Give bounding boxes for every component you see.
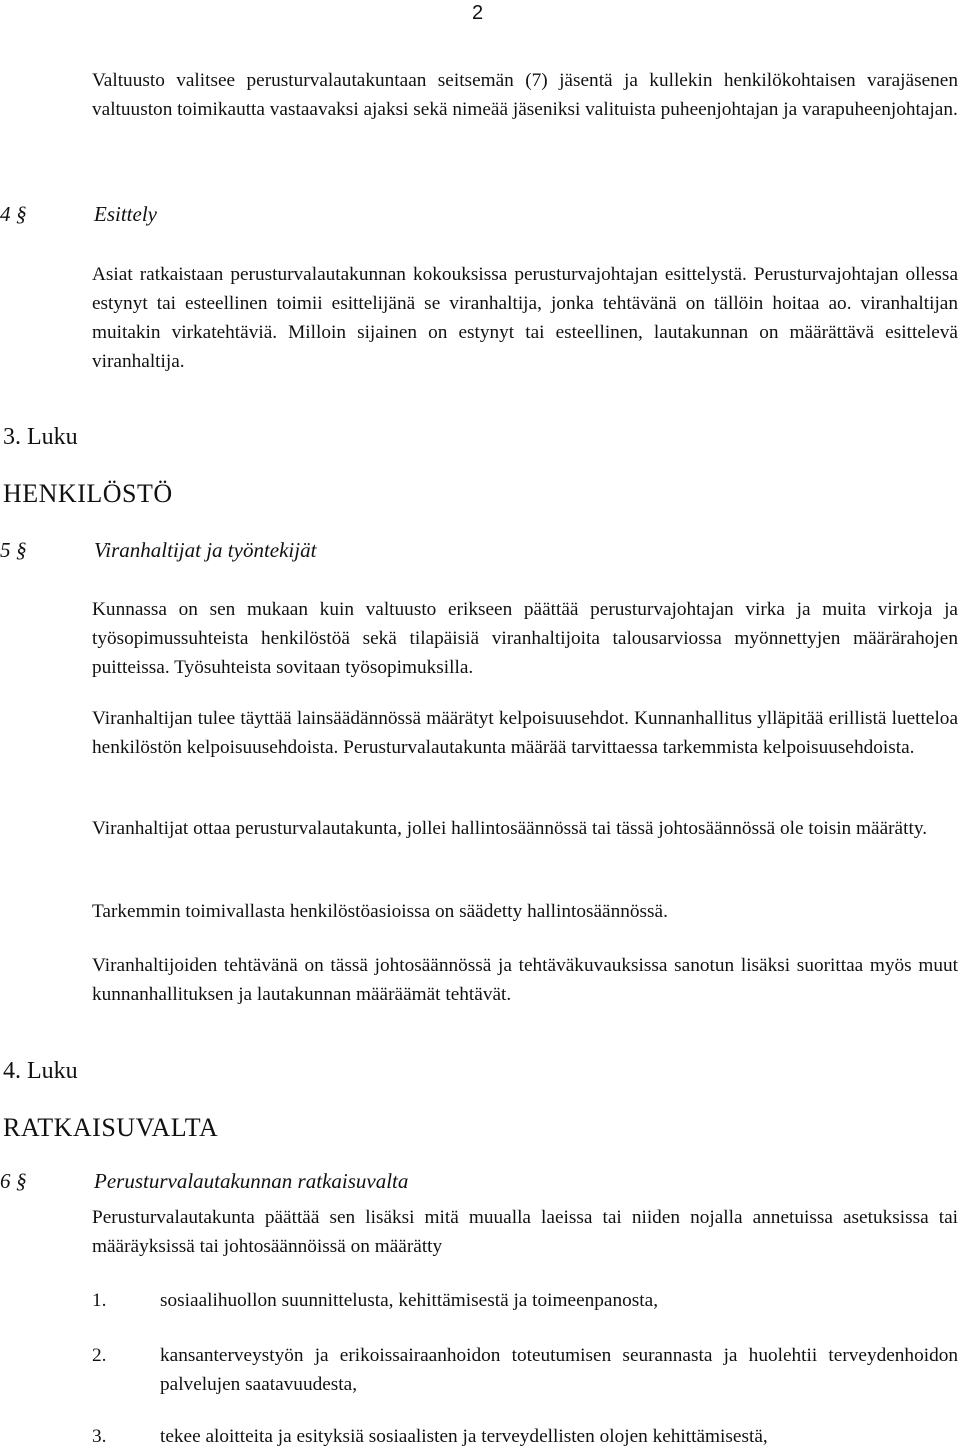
list-item: [92, 1286, 958, 1315]
section-4-heading: [0, 202, 157, 227]
section-6-heading: [0, 1169, 408, 1194]
section-4-paragraph: Asiat ratkaistaan perusturvalautakunnan kokouksissa perusturvajohtajan esittelystä. Perusturvajohtajan ollessa estynyt tai esteellinen toimii esittelijänä se viranhaltija, jonka tehtävänä on tällöin hoitaa ao. viranhaltijan muitakin virkatehtäviä. Milloin sijainen on estynyt tai esteellinen, lautakunnan on määrättävä esittelevä viranhaltija.: [92, 264, 958, 372]
list-item-number: 3.: [92, 1426, 107, 1447]
section-mark: §: [16, 538, 27, 562]
section-number: 4: [0, 202, 11, 226]
section-5-paragraph-1: Kunnassa on sen mukaan kuin valtuusto erikseen päättää perusturvajohtajan virka ja muita virkoja ja työsopimussuhteista henkilöstöä sekä tilapäisiä viranhaltijoita talousarviossa myönnettyjen määrärahojen puitteissa. Työsuhteista sovitaan työsopimuksilla.: [92, 599, 958, 678]
section-5-paragraph-3: Viranhaltijat ottaa perusturvalautakunta, jollei hallintosäännössä tai tässä johtosäännössä ole toisin määrätty.: [92, 818, 928, 839]
chapter-4-label: 4. Luku: [3, 1058, 78, 1084]
chapter-4-title: RATKAISUVALTA: [3, 1113, 219, 1142]
section-number: 5: [0, 538, 11, 562]
section-5-paragraph-4: Tarkemmin toimivallasta henkilöstöasioissa on säädetty hallintosäännössä.: [92, 901, 668, 922]
intro-paragraph: Valtuusto valitsee perusturvalautakuntaan seitsemän (7) jäsentä ja kullekin henkilökohtaisen varajäsenen valtuuston toimikautta vastaavaksi ajaksi sekä nimeää jäseniksi valituista puheenjohtajan ja varapuheenjohtajan.: [92, 70, 958, 120]
section-6-paragraph: Perusturvalautakunta päättää sen lisäksi mitä muualla laeissa tai niiden nojalla annetuissa asetuksissa tai määräyksissä tai johtosäännöissä on määrätty: [92, 1207, 958, 1257]
list-item: [92, 1341, 958, 1399]
list-item-number: 2.: [92, 1345, 107, 1366]
list-item-number: 1.: [92, 1290, 107, 1311]
section-title: Esittely: [94, 202, 157, 226]
section-mark: §: [16, 1169, 27, 1193]
section-5-paragraph-5: Viranhaltijoiden tehtävänä on tässä johtosäännössä ja tehtäväkuvauksissa sanotun lisäksi suorittaa myös muut kunnanhallituksen ja lautakunnan määräämät tehtävät.: [92, 955, 958, 1005]
section-5-paragraph-2: Viranhaltijan tulee täyttää lainsäädännössä määrätyt kelpoisuusehdot. Kunnanhallitus ylläpitää erillistä luetteloa henkilöstön kelpoisuusehdoista. Perusturvalautakunta määrää tarvittaessa tarkemmista kelpoisuusehdoista.: [92, 708, 958, 758]
list-item-text: kansanterveystyön ja erikoissairaanhoidon toteutumisen seurannasta ja huolehtii terveydenhoidon palvelujen saatavuudesta,: [160, 1345, 958, 1395]
section-5-heading: [0, 538, 316, 563]
section-title: Viranhaltijat ja työntekijät: [94, 538, 317, 562]
page-number: 2: [472, 2, 484, 24]
section-mark: §: [16, 202, 27, 226]
list-item: [92, 1422, 958, 1451]
section-number: 6: [0, 1169, 11, 1193]
section-title: Perusturvalautakunnan ratkaisuvalta: [94, 1169, 409, 1193]
chapter-3-label: 3. Luku: [3, 424, 78, 450]
list-item-text: sosiaalihuollon suunnittelusta, kehittämisestä ja toimeenpanosta,: [160, 1290, 659, 1311]
chapter-3-title: HENKILÖSTÖ: [3, 479, 173, 508]
list-item-text: tekee aloitteita ja esityksiä sosiaalisten ja terveydellisten olojen kehittämisestä,: [160, 1426, 768, 1447]
